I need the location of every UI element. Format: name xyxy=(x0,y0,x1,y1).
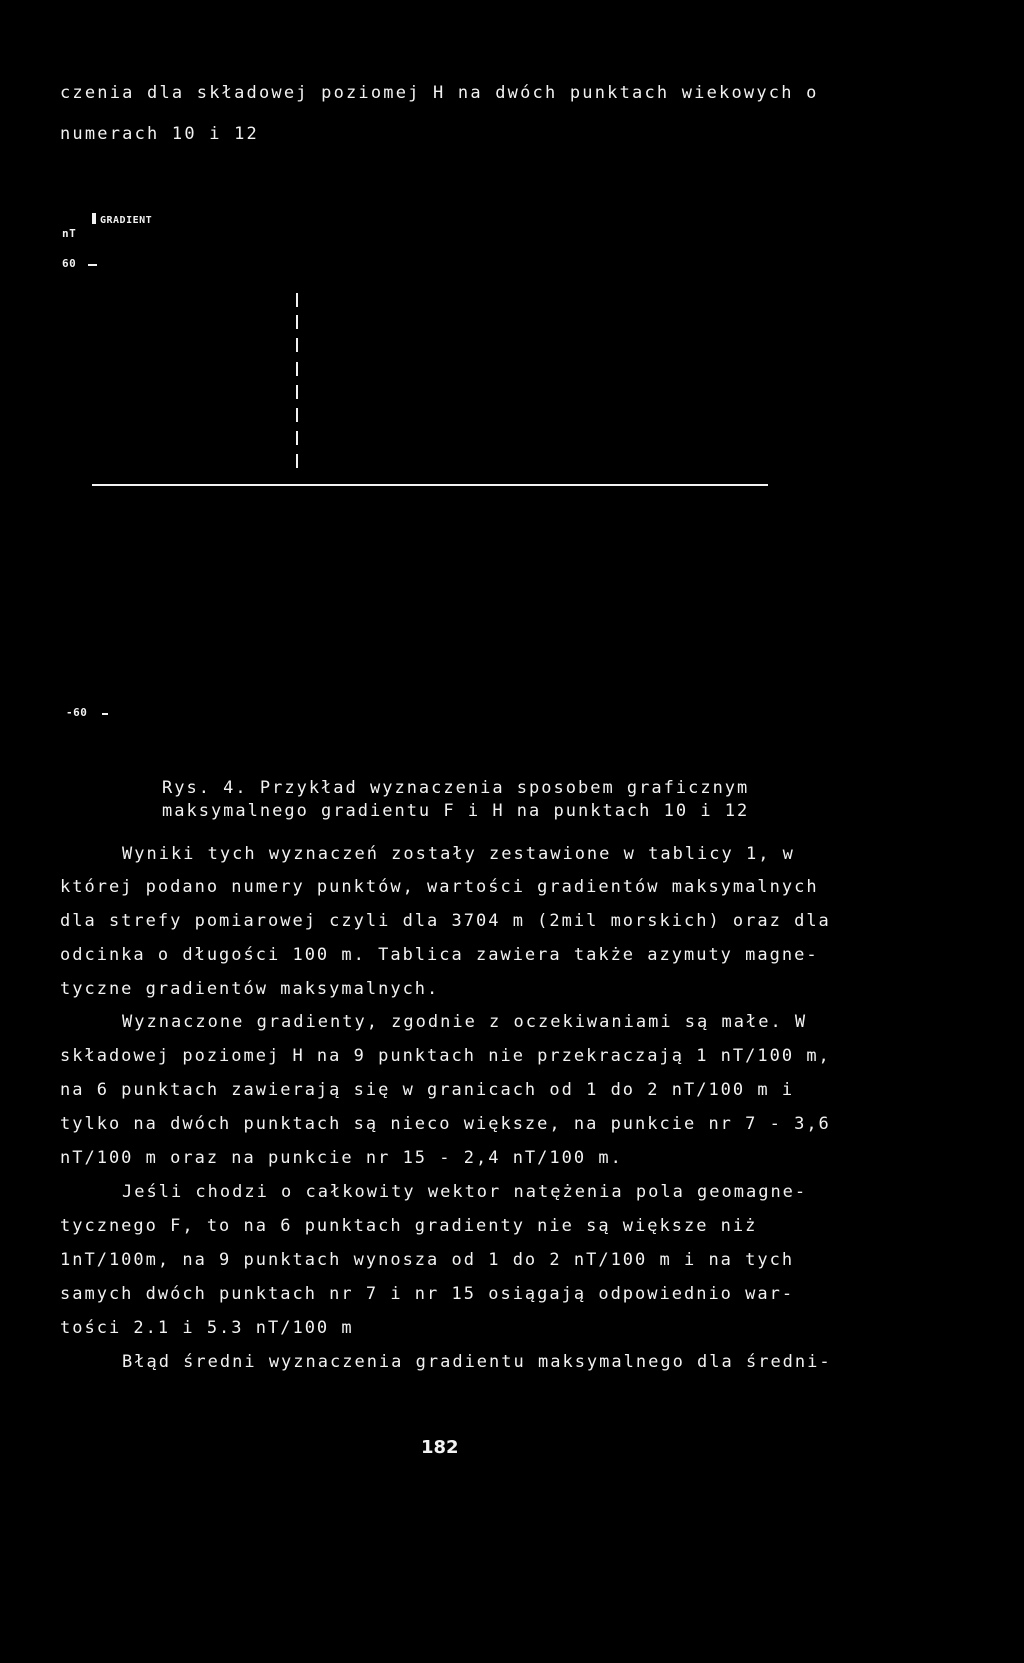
gradient-dash xyxy=(296,315,298,329)
page-number: 182 xyxy=(421,1437,459,1458)
body-line-2: której podano numery punktów, wartości gradientów maksymalnych xyxy=(60,877,819,897)
body-line-16: Błąd średni wyznaczenia gradientu maksymalnego dla średni- xyxy=(122,1352,832,1372)
figure-caption-line-1: Rys. 4. Przykład wyznaczenia sposobem graficznym xyxy=(162,778,750,798)
gradient-dash xyxy=(296,408,298,422)
gradient-dash xyxy=(296,293,298,307)
body-line-1: Wyniki tych wyznaczeń zostały zestawione w tablicy 1, w xyxy=(122,844,795,864)
gradient-dash xyxy=(296,431,298,445)
body-line-3: dla strefy pomiarowej czyli dla 3704 m (2mil morskich) oraz dla xyxy=(60,911,831,931)
body-line-11: Jeśli chodzi o całkowity wektor natężenia pola geomagne- xyxy=(122,1182,808,1202)
body-line-9: tylko na dwóch punktach są nieco większe, na punkcie nr 7 - 3,6 xyxy=(60,1114,831,1134)
legend-marker-icon xyxy=(92,213,96,224)
y-tick-top-dash xyxy=(88,264,97,266)
body-line-4: odcinka o długości 100 m. Tablica zawiera także azymuty magne- xyxy=(60,945,819,965)
body-line-8: na 6 punktach zawierają się w granicach od 1 do 2 nT/100 m i xyxy=(60,1080,795,1100)
axis-unit-label: nT xyxy=(62,227,77,240)
body-line-13: 1nT/100m, na 9 punktach wynosza od 1 do 2 nT/100 m i na tych xyxy=(60,1250,795,1270)
gradient-dash xyxy=(296,385,298,399)
body-line-7: składowej poziomej H na 9 punktach nie przekraczają 1 nT/100 m, xyxy=(60,1046,831,1066)
intro-line-2: numerach 10 i 12 xyxy=(60,124,259,144)
body-line-15: tości 2.1 i 5.3 nT/100 m xyxy=(60,1318,354,1338)
y-tick-bottom-dash xyxy=(102,713,108,715)
body-line-6: Wyznaczone gradienty, zgodnie z oczekiwaniami są małe. W xyxy=(122,1012,808,1032)
gradient-dash xyxy=(296,338,298,352)
y-tick-top: 60 xyxy=(62,257,77,270)
legend-label: GRADIENT xyxy=(100,215,153,226)
body-line-5: tyczne gradientów maksymalnych. xyxy=(60,979,440,999)
gradient-dash xyxy=(296,362,298,376)
body-line-10: nT/100 m oraz na punkcie nr 15 - 2,4 nT/100 m. xyxy=(60,1148,623,1168)
body-line-14: samych dwóch punktach nr 7 i nr 15 osiągają odpowiednio war- xyxy=(60,1284,795,1304)
body-line-12: tycznego F, to na 6 punktach gradienty nie są większe niż xyxy=(60,1216,758,1236)
gradient-dash xyxy=(296,454,298,468)
figure-caption-line-2: maksymalnego gradientu F i H na punktach 10 i 12 xyxy=(162,801,750,821)
intro-line-1: czenia dla składowej poziomej H na dwóch punktach wiekowych o xyxy=(60,83,819,103)
y-tick-bottom: -60 xyxy=(66,706,88,719)
figure-baseline xyxy=(92,484,768,486)
